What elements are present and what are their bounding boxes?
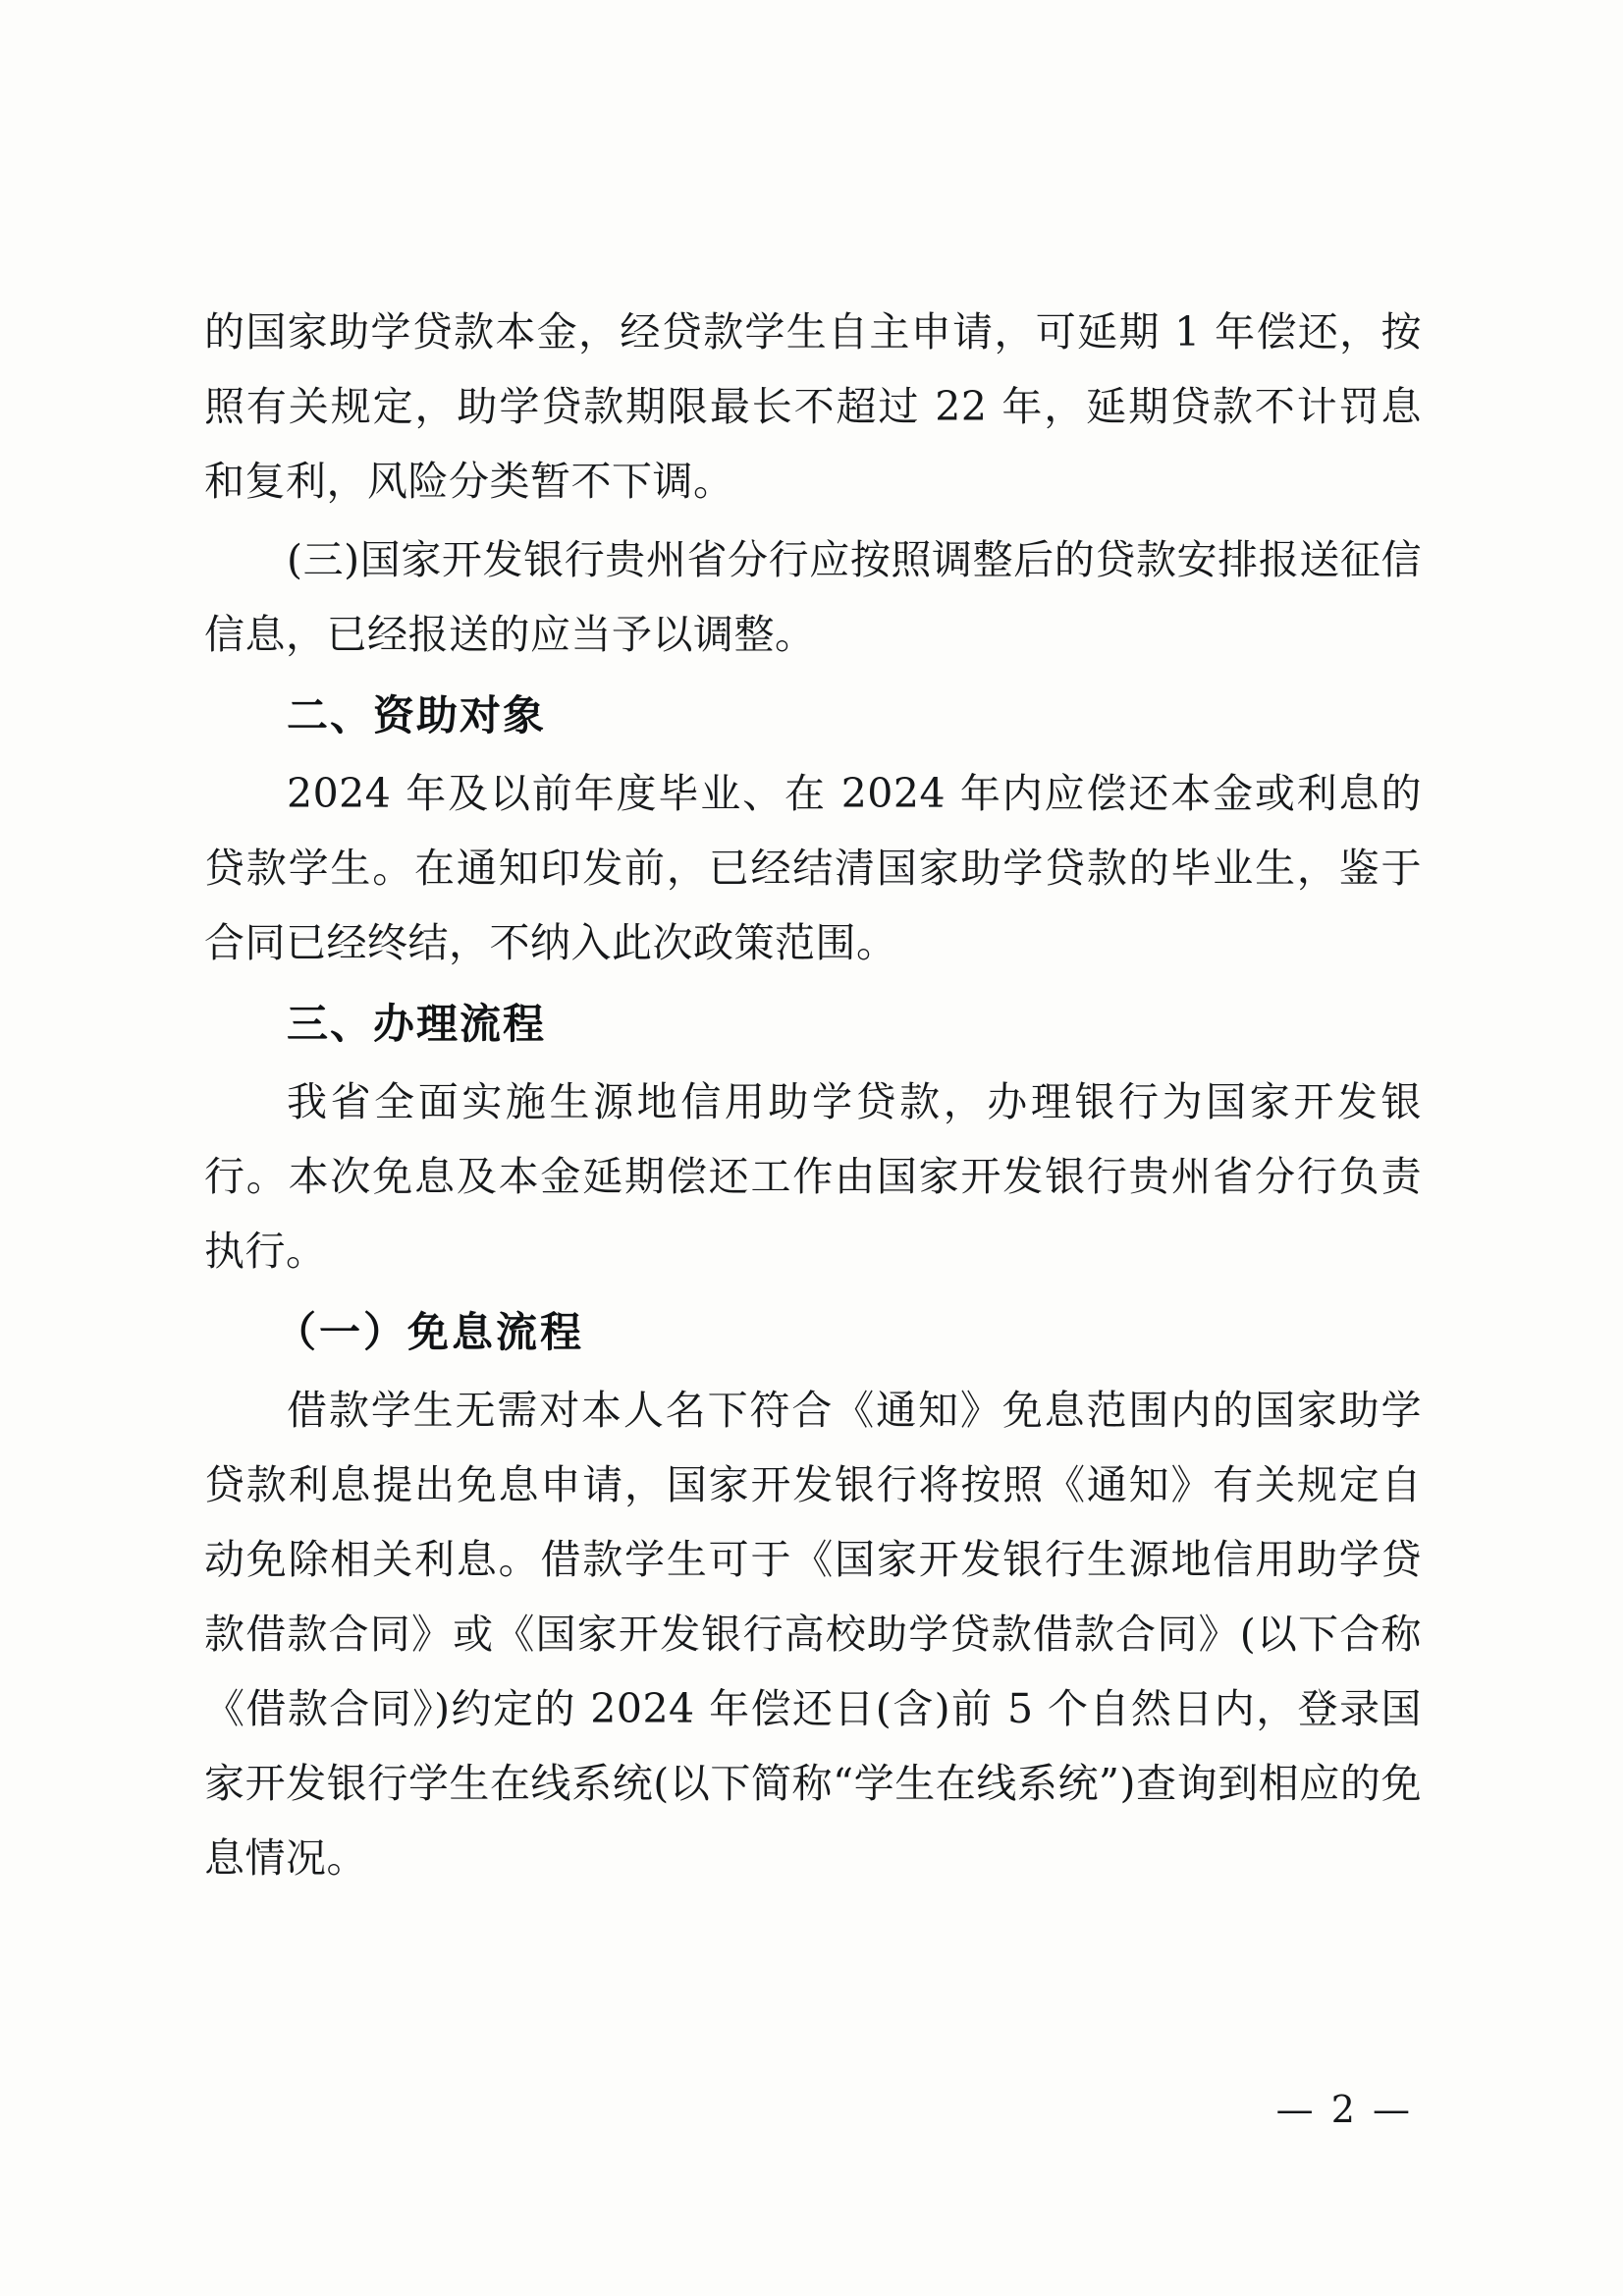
section-heading-three: 三、办理流程 (287, 1000, 547, 1048)
document-body (204, 295, 1422, 1899)
page-number: — 2 — (1275, 2088, 1413, 2131)
section-heading-two: 二、资助对象 (287, 691, 547, 739)
subsection-heading-interest-exemption: （一）免息流程 (275, 1308, 585, 1356)
paragraph-support-targets: 2024 年及以前年度毕业、在 2024 年内应偿还本金或利息的贷款学生。在通知印发前，已经结清国家助学贷款的毕业生，鉴于合同已经终结，不纳入此次政策范围。 (204, 770, 1422, 966)
paragraph-continuation: 的国家助学贷款本金，经贷款学生自主申请，可延期 1 年偿还，按照有关规定，助学贷款期限最长不超过 22 年，延期贷款不计罚息和复利，风险分类暂不下调。 (204, 308, 1422, 505)
paragraph-process-overview: 我省全面实施生源地信用助学贷款，办理银行为国家开发银行。本次免息及本金延期偿还工作由国家开发银行贵州省分行负责执行。 (204, 1078, 1422, 1275)
paragraph-item-three: (三)国家开发银行贵州省分行应按照调整后的贷款安排报送征信信息，已经报送的应当予以调整。 (204, 536, 1422, 658)
paragraph-interest-exemption-process: 借款学生无需对本人名下符合《通知》免息范围内的国家助学贷款利息提出免息申请，国家开发银行将按照《通知》有关规定自动免除相关利息。借款学生可于《国家开发银行生源地信用助学贷款借款合同》或《国家开发银行高校助学贷款借款合同》(以下合称《借款合同》)约定的 2024 年偿还日(含)前 5 个自然日内，登录国家开发银行学生在线系统(以下简称“学生在线系统”)查询到相应的免息情况。 (204, 1387, 1422, 1882)
